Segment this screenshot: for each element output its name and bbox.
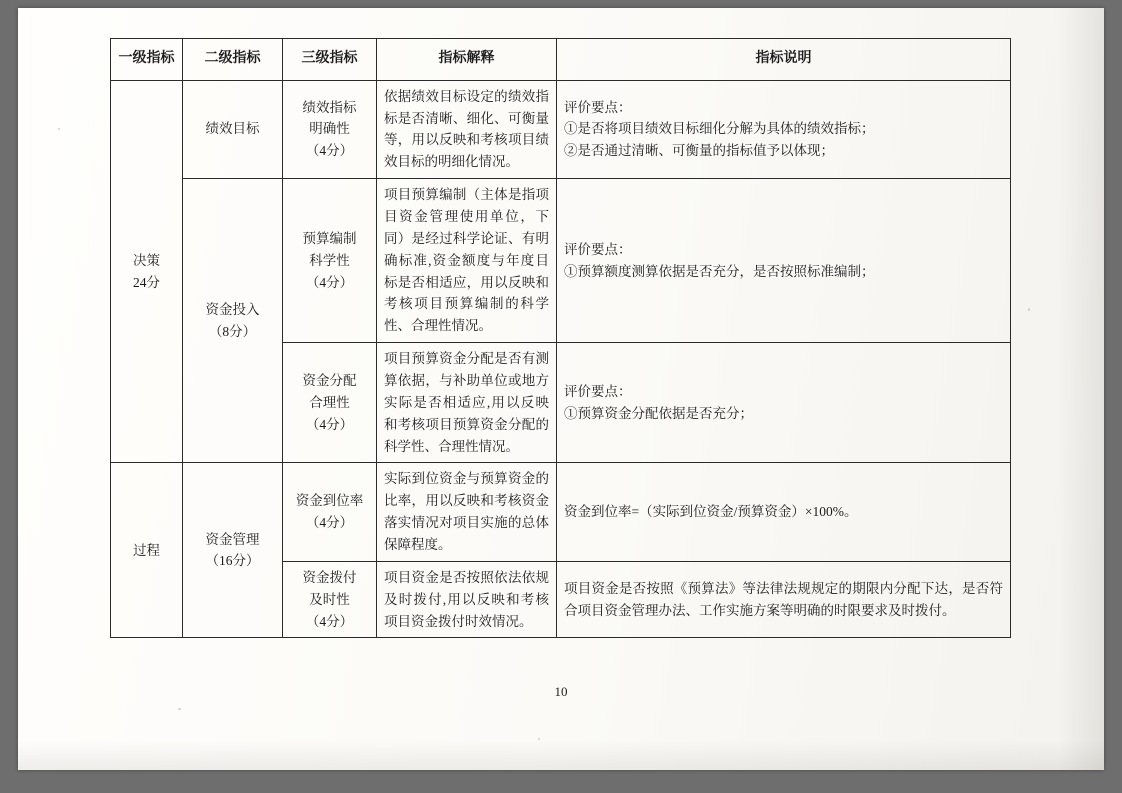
table-row <box>111 80 1011 178</box>
level3-fund-disbursement-points: （4分） <box>305 613 354 629</box>
header-level3-text: 三级指标 <box>301 51 358 66</box>
header-description <box>557 39 1011 81</box>
header-level2 <box>183 39 283 81</box>
scan-speck <box>1028 308 1030 311</box>
level3-fund-disbursement-line2: 及时性 <box>309 591 350 607</box>
cell-description-budget-science <box>557 179 1011 343</box>
cell-level1-process <box>111 463 183 638</box>
page-number: 10 <box>554 684 568 699</box>
scan-speck <box>178 708 181 710</box>
description-allocation-item1: ①预算资金分配依据是否充分； <box>564 405 753 421</box>
level2-fund-management-label: 资金管理 <box>205 531 260 547</box>
header-explanation <box>377 39 557 81</box>
level3-budget-science-line1: 预算编制 <box>302 230 357 246</box>
level1-decision-points: 24分 <box>133 274 160 290</box>
scan-speck <box>58 128 60 130</box>
description-fund-disbursement-text: 项目资金是否按照《预算法》等法律法规规定的期限内分配下达，是否符合项目资金管理办法、工作实施方案等明确的时限要求及时拨付。 <box>564 580 1003 618</box>
cell-explanation-goal-clarity <box>377 80 557 178</box>
explanation-allocation-text: 项目预算资金分配是否有测算依据，与补助单位或地方实际是否相适应,用以反映和考核项目预算资金分配的科学性、合理性情况。 <box>384 351 549 454</box>
cell-level3-goal-clarity <box>283 80 377 178</box>
page-bottom-shadow <box>18 740 1104 770</box>
level3-allocation-line1: 资金分配 <box>302 372 357 388</box>
level3-budget-science-line2: 科学性 <box>309 252 350 268</box>
level3-allocation-points: （4分） <box>305 416 354 432</box>
cell-explanation-budget-science <box>377 179 557 343</box>
indicator-table <box>110 38 1011 638</box>
level3-goal-clarity-line2: 明确性 <box>309 121 350 137</box>
level3-allocation-line2: 合理性 <box>309 394 350 410</box>
header-explanation-text: 指标解释 <box>438 51 495 66</box>
indicator-table-container <box>110 38 1010 638</box>
cell-level3-fund-disbursement <box>283 561 377 638</box>
level3-budget-science-points: （4分） <box>305 274 354 290</box>
description-budget-science-title: 评价要点： <box>564 241 632 257</box>
level3-fund-arrival-points: （4分） <box>305 515 354 531</box>
level2-funding-input-points: （8分） <box>208 323 257 339</box>
explanation-fund-arrival-text: 实际到位资金与预算资金的比率，用以反映和考核资金落实情况对项目实施的总体保障程度。 <box>384 471 549 552</box>
header-level3 <box>283 39 377 81</box>
header-level1 <box>111 39 183 81</box>
description-goal-clarity-item1: ①是否将项目绩效目标细化分解为具体的绩效指标； <box>564 121 875 137</box>
level2-fund-management-points: （16分） <box>205 553 260 569</box>
level3-fund-disbursement-line1: 资金拨付 <box>302 569 357 585</box>
cell-description-allocation <box>557 343 1011 463</box>
level3-fund-arrival-label: 资金到位率 <box>295 493 364 509</box>
header-level2-text: 二级指标 <box>204 51 261 66</box>
level3-goal-clarity-points: （4分） <box>305 143 354 159</box>
explanation-goal-clarity-text: 依据绩效目标设定的绩效指标是否清晰、细化、可衡量等，用以反映和考核项目绩效目标的明细化情况。 <box>384 88 549 170</box>
cell-level3-allocation-rationality <box>283 343 377 463</box>
cell-description-fund-arrival <box>557 463 1011 561</box>
description-budget-science-item1: ①预算额度测算依据是否充分，是否按照标准编制； <box>564 263 875 279</box>
description-goal-clarity-title: 评价要点： <box>564 99 632 115</box>
header-level1-text: 一级指标 <box>118 51 175 66</box>
cell-level2-fund-management <box>183 463 283 638</box>
cell-level2-performance-goal <box>183 80 283 178</box>
cell-level3-fund-arrival-rate <box>283 463 377 561</box>
page-surface <box>18 8 1104 770</box>
level1-decision-label: 决策 <box>133 252 160 268</box>
cell-level1-decision <box>111 80 183 463</box>
level3-goal-clarity-line1: 绩效指标 <box>302 99 357 115</box>
cell-explanation-fund-disbursement <box>377 561 557 638</box>
description-fund-arrival-text: 资金到位率=（实际到位资金/预算资金）×100%。 <box>564 504 858 520</box>
level2-performance-goal-label: 绩效目标 <box>205 121 260 137</box>
cell-explanation-allocation <box>377 343 557 463</box>
level2-funding-input-label: 资金投入 <box>205 301 260 317</box>
cell-description-goal-clarity <box>557 80 1011 178</box>
description-goal-clarity-item2: ②是否通过清晰、可衡量的指标值予以体现； <box>564 143 834 159</box>
page-edge-shadow <box>1058 8 1104 770</box>
table-header-row <box>111 39 1011 81</box>
cell-explanation-fund-arrival <box>377 463 557 561</box>
document-page <box>18 8 1104 770</box>
explanation-budget-science-text: 项目预算编制（主体是指项目资金管理使用单位，下同）是经过科学论证、有明确标准,资金额度与年度目标是否相适应，用以反映和考核项目预算编制的科学性、合理性情况。 <box>384 187 549 334</box>
table-row <box>111 463 1011 561</box>
level1-process-label: 过程 <box>133 542 160 558</box>
explanation-fund-disbursement-text: 项目资金是否按照依法依规及时拨付,用以反映和考核项目资金拨付时效情况。 <box>384 569 549 629</box>
table-row <box>111 179 1011 343</box>
cell-description-fund-disbursement <box>557 561 1011 638</box>
description-allocation-title: 评价要点： <box>564 383 632 399</box>
header-description-text: 指标说明 <box>755 51 812 66</box>
scan-speck <box>538 738 540 740</box>
cell-level2-funding-input <box>183 179 283 463</box>
cell-level3-budget-science <box>283 179 377 343</box>
